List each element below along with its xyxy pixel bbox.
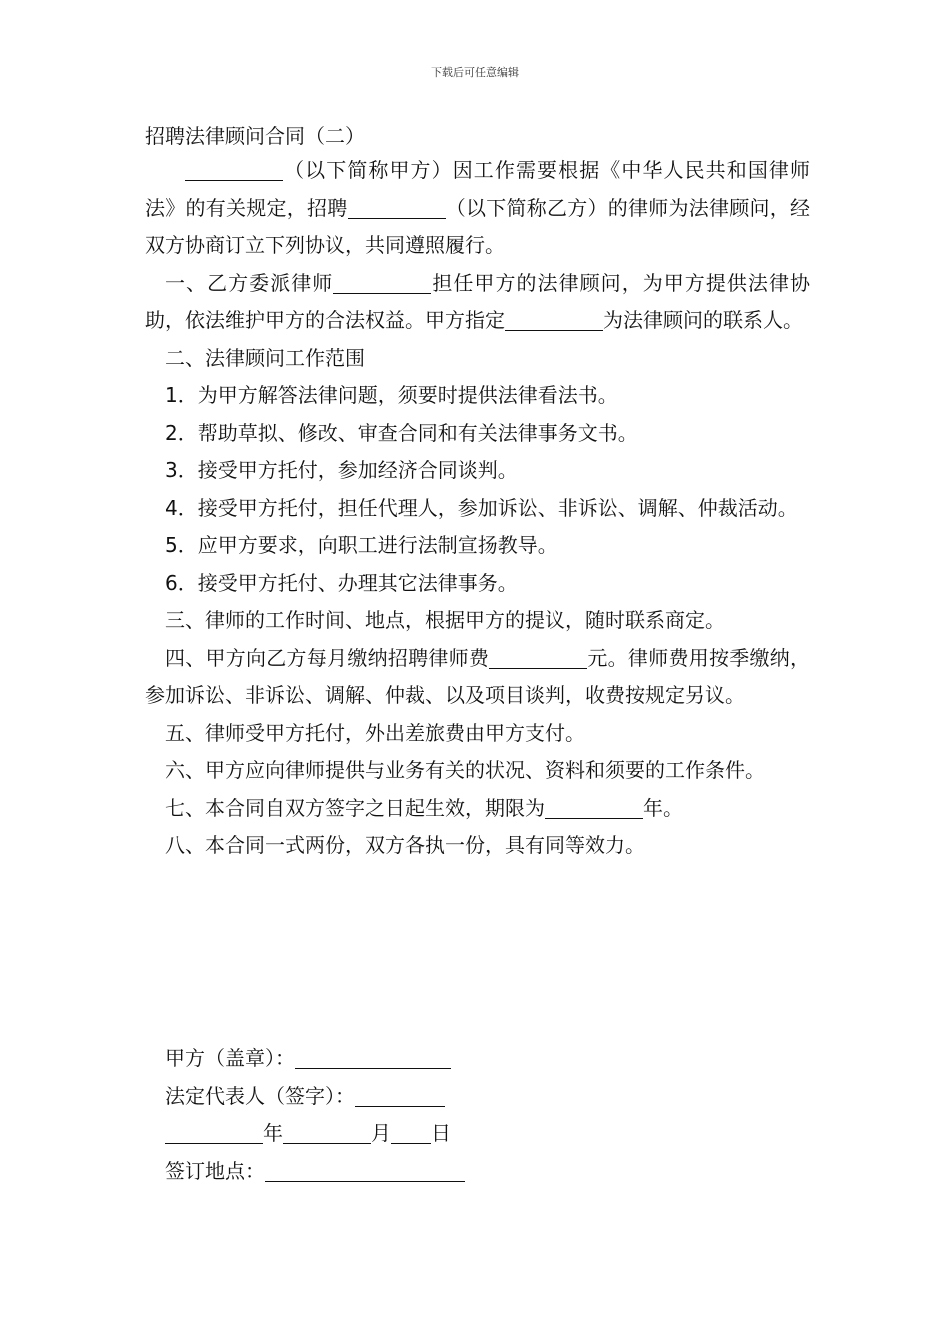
term-years-blank[interactable]	[545, 794, 643, 819]
clause-2-item: 5．应甲方要求，向职工进行法制宣扬教导。	[165, 533, 558, 557]
party-a-seal-blank[interactable]	[295, 1044, 451, 1069]
clause-6: 六、甲方应向律师提供与业务有关的状况、资料和须要的工作条件。	[165, 758, 765, 782]
clause-2-item: 4．接受甲方托付，担任代理人，参加诉讼、非诉讼、调解、仲裁活动。	[165, 495, 798, 520]
lawyer-name-blank[interactable]	[333, 269, 431, 294]
clause-2-item: 3．接受甲方托付，参加经济合同谈判。	[165, 458, 518, 482]
clause-2-item: 1．为甲方解答法律问题，须要时提供法律看法书。	[165, 383, 618, 407]
date-line: 年 月 日	[165, 1115, 465, 1153]
clause-2-item: 6．接受甲方托付、办理其它法律事务。	[165, 570, 518, 595]
year-blank[interactable]	[165, 1119, 263, 1144]
clause-7: 七、本合同自双方签字之日起生效，期限为 年。	[165, 795, 683, 820]
clause-2-heading: 二、法律顾问工作范围	[165, 345, 365, 370]
signing-place-line: 签订地点：	[165, 1153, 465, 1191]
clause-3: 三、律师的工作时间、地点，根据甲方的提议，随时联系商定。	[165, 608, 725, 632]
clause-2-item: 2．帮助草拟、修改、审查合同和有关法律事务文书。	[165, 420, 638, 445]
intro-paragraph: （以下简称甲方）因工作需要根据《中华人民共和国律师法》的有关规定，招聘 （以下简称乙方）的律师为法律顾问，经双方协商订立下列协议，共同遵照履行。	[145, 158, 810, 257]
party-b-blank[interactable]	[348, 194, 446, 219]
signature-block	[165, 1040, 465, 1190]
contact-person-blank[interactable]	[505, 306, 603, 331]
clause-8: 八、本合同一式两份，双方各执一份，具有同等效力。	[165, 833, 645, 857]
party-a-blank[interactable]	[185, 156, 283, 181]
clause-1: 一、乙方委派律师 担任甲方的法律顾问，为甲方提供法律协助，依法维护甲方的合法权益。甲方指定 为法律顾问的联系人。	[145, 270, 811, 332]
fee-amount-blank[interactable]	[489, 644, 587, 669]
page-header: 下载后可任意编辑	[431, 66, 519, 79]
contract-title: 招聘法律顾问合同（二）	[145, 124, 365, 148]
day-blank[interactable]	[391, 1119, 431, 1144]
contract-body	[145, 152, 810, 865]
clause-5: 五、律师受甲方托付，外出差旅费由甲方支付。	[165, 720, 585, 745]
representative-sign-line: 法定代表人（签字）：	[165, 1078, 465, 1116]
clause-4: 四、甲方向乙方每月缴纳招聘律师费 元。律师费用按季缴纳，参加诉讼、非诉讼、调解、仲裁、以及项目谈判，收费按规定另议。	[145, 645, 811, 707]
signing-place-blank[interactable]	[265, 1157, 465, 1182]
representative-sign-blank[interactable]	[355, 1082, 445, 1107]
month-blank[interactable]	[283, 1119, 371, 1144]
party-a-seal-line: 甲方（盖章）：	[165, 1040, 465, 1078]
